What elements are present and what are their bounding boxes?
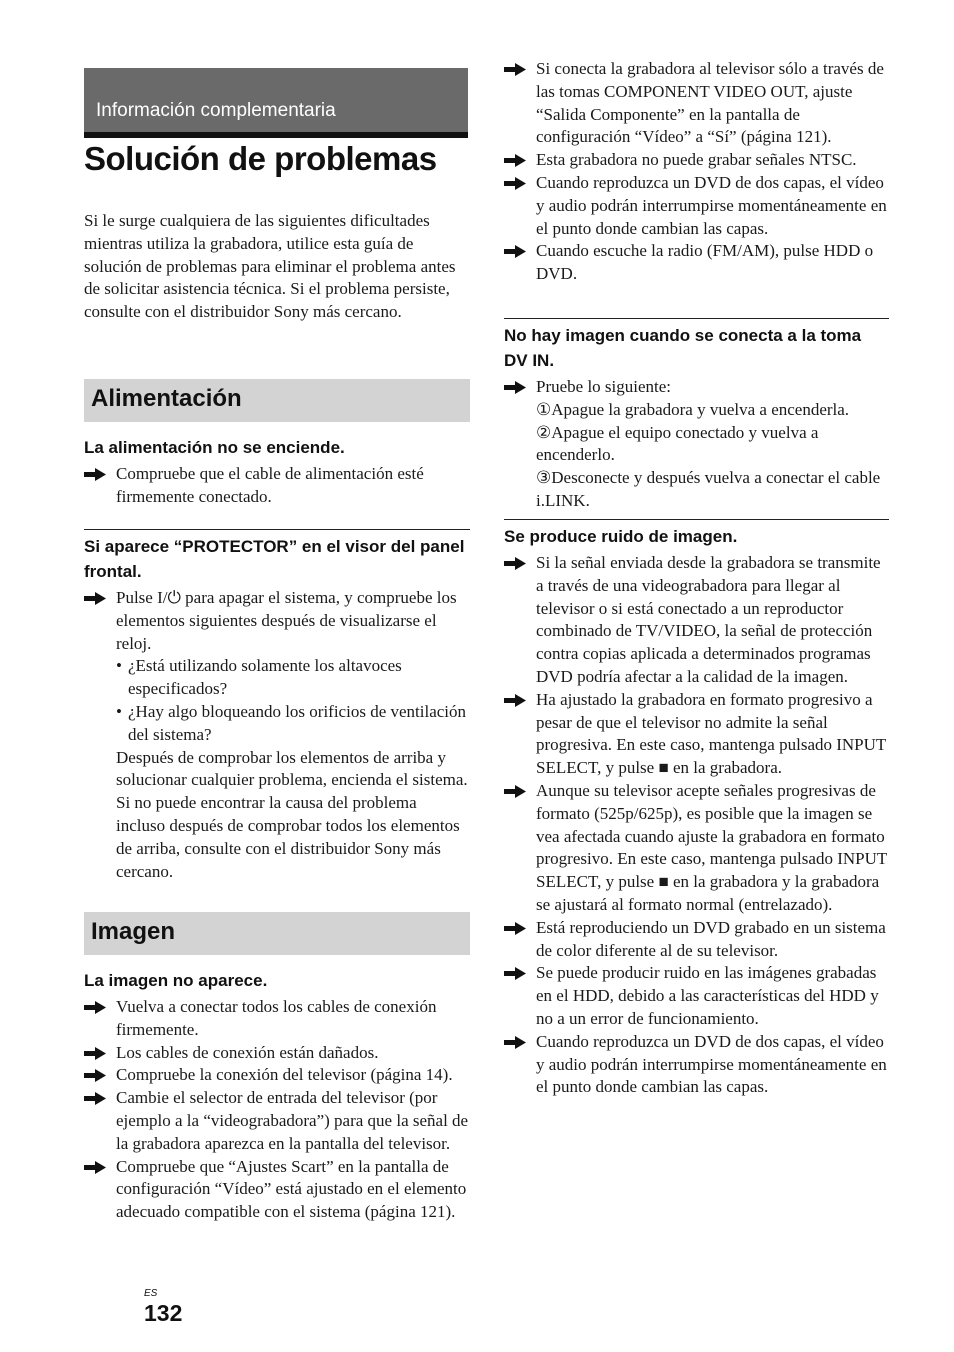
solution-item <box>504 689 889 780</box>
item-text: Ha ajustado la grabadora en formato progresivo a pesar de que el televisor no admite la señal progresiva. En este caso, mantenga pulsado INPUT SELECT, y pulse ■ en la grabadora. <box>536 689 886 778</box>
arrow-icon <box>84 1001 106 1014</box>
item-text: Pulse I/⏻ para apagar el sistema, y compruebe los elementos siguientes después de visualizarse el reloj. <box>116 588 457 653</box>
solution-item <box>504 376 889 513</box>
arrow-icon <box>504 1036 526 1049</box>
item-text: Aunque su televisor acepte señales progresivas de formato (525p/625p), es posible que la imagen se vea afectada cuando ajuste la grabadora en formato progresivo. En este caso, mantenga pulsado INPUT SELECT, y pulse ■ en la grabadora y la grabadora se ajustará al formato normal (entrelazado). <box>536 780 887 914</box>
solution-item <box>84 587 470 883</box>
bullet-item <box>116 655 470 701</box>
item-text: Cambie el selector de entrada del televisor (por ejemplo a la “videograbadora”) para que la señal de la grabadora aparezca en la pantalla del televisor. <box>116 1088 469 1153</box>
arrow-icon <box>504 785 526 798</box>
arrow-icon <box>84 1161 106 1174</box>
item-text: Compruebe que “Ajustes Scart” en la pantalla de configuración “Vídeo” está ajustado en el elemento adecuado compatible con el sistema (página 121). <box>116 1156 467 1222</box>
page-number: 132 <box>144 1300 183 1326</box>
topic-imagen-continued <box>504 58 889 286</box>
page-title: Solución de problemas <box>84 140 437 177</box>
item-text: Se puede producir ruido en las imágenes grabadas en el HDD, debido a las características del HDD y no a un error de funcionamiento. <box>536 963 879 1028</box>
item-text: Pruebe lo siguiente: <box>536 377 672 396</box>
step-text: ①Apague la grabadora y vuelva a encenderla. <box>536 399 850 419</box>
bullet-text: ¿Hay algo bloqueando los orificios de ventilación del sistema? <box>128 701 467 744</box>
section-banner <box>84 68 468 138</box>
item-text: Si la señal enviada desde la grabadora se transmite a través de una videograbadora para llegar al televisor o si está conectado a un reproductor combinado de TV/VIDEO, la señal de protección contra copias aplicada a determinados programas DVD podría afectar a la calidad de la imagen. <box>536 553 881 686</box>
subsection-alimentacion <box>84 379 470 422</box>
solution-item <box>504 240 889 286</box>
item-text: Cuando escuche la radio (FM/AM), pulse HDD o DVD. <box>536 241 874 284</box>
item-text: Está reproduciendo un DVD grabado en un sistema de color diferente al de su televisor. <box>536 917 886 960</box>
topic-title: Se produce ruido de imagen. <box>504 527 738 546</box>
solution-item <box>504 149 889 172</box>
step-text: ②Apague el equipo conectado y vuelva a encenderlo. <box>536 422 819 465</box>
solution-item <box>504 1031 889 1099</box>
item-text: Cuando reproduzca un DVD de dos capas, el vídeo y audio podrán interrumpirse momentáneamente en el punto donde cambian las capas. <box>536 172 887 238</box>
arrow-icon <box>84 592 106 605</box>
topic-ruido <box>504 519 889 1099</box>
solution-item <box>504 552 889 689</box>
solution-item <box>504 917 889 963</box>
solution-item <box>84 463 470 509</box>
solution-item <box>84 1156 470 1224</box>
topic-title: La imagen no aparece. <box>84 971 268 990</box>
solution-item <box>84 1042 470 1065</box>
topic-title: La alimentación no se enciende. <box>84 438 345 457</box>
topic-title: No hay imagen cuando se conecta a la toma DV IN. <box>504 326 862 370</box>
arrow-icon <box>504 967 526 980</box>
solution-item <box>504 962 889 1030</box>
language-tag: ES <box>144 1288 158 1299</box>
subsection-imagen <box>84 912 470 955</box>
section-label: Información complementaria <box>96 100 336 121</box>
solution-item <box>504 58 889 149</box>
arrow-icon <box>504 381 526 394</box>
solution-item <box>504 780 889 917</box>
topic-imagen-no-aparece <box>84 968 470 1224</box>
item-text: Si conecta la grabadora al televisor sólo a través de las tomas COMPONENT VIDEO OUT, ajuste “Salida Componente” en la pantalla de configuración “Vídeo” a “Sí” (página 121). <box>536 59 884 147</box>
arrow-icon <box>84 468 106 481</box>
arrow-icon <box>84 1069 106 1082</box>
topic-protector <box>84 529 470 883</box>
solution-item <box>84 996 470 1042</box>
solution-item <box>84 1064 470 1087</box>
topic-no-enciende <box>84 435 470 509</box>
topic-title: Si aparece “PROTECTOR” en el visor del panel frontal. <box>84 537 465 581</box>
step-text: ③Desconecte y después vuelva a conectar el cable i.LINK. <box>536 468 881 510</box>
arrow-icon <box>504 245 526 258</box>
arrow-icon <box>504 154 526 167</box>
subsection-heading: Alimentación <box>91 385 242 412</box>
bullet-item <box>116 701 470 747</box>
arrow-icon <box>504 694 526 707</box>
item-text: Cuando reproduzca un DVD de dos capas, el vídeo y audio podrán interrumpirse momentáneamente en el punto donde cambian las capas. <box>536 1031 887 1097</box>
item-text: Esta grabadora no puede grabar señales NTSC. <box>536 150 857 170</box>
intro-paragraph: Si le surge cualquiera de las siguientes dificultades mientras utiliza la grabadora, utilice esta guía de solución de problemas para eliminar el problema antes de solicitar asistencia técnica. Si el problema persiste, consulte con el distribuidor Sony más cercano. <box>84 211 456 322</box>
item-followup-text: Después de comprobar los elementos de arriba y solucionar cualquier problema, encienda el sistema. Si no puede encontrar la causa del problema incluso después de comprobar todos los elementos de arriba, consulte con el distribuidor Sony más cercano. <box>116 747 468 881</box>
arrow-icon <box>504 177 526 190</box>
arrow-icon <box>504 922 526 935</box>
arrow-icon <box>504 557 526 570</box>
subsection-heading: Imagen <box>91 918 176 945</box>
item-text: Compruebe que el cable de alimentación esté firmemente conectado. <box>116 464 424 506</box>
solution-item <box>84 1087 470 1155</box>
item-text: Compruebe la conexión del televisor (página 14). <box>116 1065 453 1085</box>
arrow-icon <box>504 63 526 76</box>
arrow-icon <box>84 1092 106 1105</box>
solution-item <box>504 172 889 240</box>
item-text: Vuelva a conectar todos los cables de conexión firmemente. <box>116 997 437 1039</box>
topic-dv-in <box>504 318 889 513</box>
item-text: Los cables de conexión están dañados. <box>116 1042 379 1062</box>
bullet-dot: • <box>116 701 122 721</box>
arrow-icon <box>84 1047 106 1060</box>
bullet-dot: • <box>116 656 122 676</box>
bullet-text: ¿Está utilizando solamente los altavoces especificados? <box>128 656 402 699</box>
